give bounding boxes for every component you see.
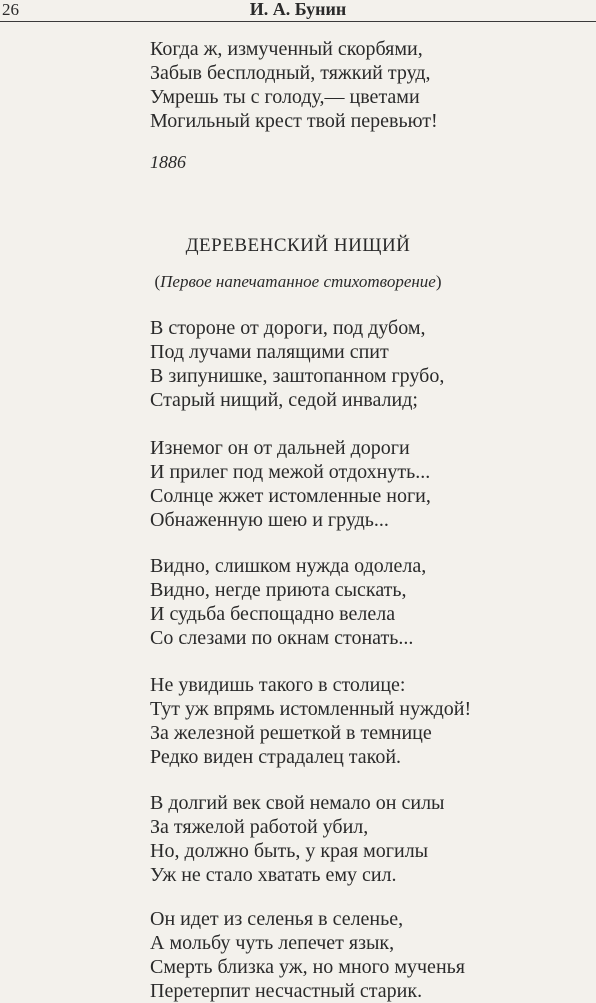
poem-stanza-1 [150,316,444,412]
verse-line: И судьба беспощадно велела [150,603,396,625]
verse-line: Изнемог он от дальней дороги [150,437,410,459]
page-header [0,0,596,22]
verse-line: Забыв бесплодный, тяжкий труд, [150,62,431,84]
verse-line: Он идет из селенья в селенье, [150,908,404,930]
header-rule [0,21,596,22]
verse-line: Когда ж, измученный скорбями, [150,38,423,60]
verse-line: Со слезами по окнам стонать... [150,627,414,649]
verse-line: Редко виден страдалец такой. [150,746,402,768]
verse-line: В долгий век свой немало он силы [150,792,445,814]
verse-line: Не увидишь такого в столице: [150,674,406,696]
poem-stanza-3 [150,554,426,650]
page-number: 26 [2,0,19,19]
poem-stanza-5 [150,791,444,887]
verse-line: Смерть близка уж, но много мученья [150,956,465,978]
poem-stanza-4 [150,673,471,769]
poem-stanza-6 [150,907,465,1003]
verse-line: В стороне от дороги, под дубом, [150,317,426,339]
prev-poem-stanza [150,37,438,133]
verse-line: Уж не стало хватать ему сил. [150,864,397,886]
verse-line: Умрешь ты с голоду,— цветами [150,86,420,108]
subtitle-text: Первое напечатанное стихотворение [160,272,436,291]
verse-line: Видно, негде приюта сыскать, [150,579,407,601]
verse-line: В зипунишке, заштопанном грубо, [150,365,445,387]
subtitle-open-paren: ( [154,272,161,291]
verse-line: Под лучами палящими спит [150,341,389,363]
poem-title: ДЕРЕВЕНСКИЙ НИЩИЙ [185,235,411,256]
verse-line: Тут уж впрямь истомленный нуждой! [150,698,472,720]
poem-subtitle [0,270,596,294]
verse-line: За железной решеткой в темнице [150,722,432,744]
verse-line: И прилег под межой отдохнуть... [150,461,431,483]
subtitle-close-paren: ) [435,272,442,291]
verse-line: За тяжелой работой убил, [150,816,369,838]
verse-line: А мольбу чуть лепечет язык, [150,932,395,954]
running-head: И. А. Бунин [249,0,347,19]
verse-line: Обнаженную шею и грудь... [150,509,389,531]
verse-line: Солнце жжет истомленные ноги, [150,485,431,507]
verse-line: Но, должно быть, у края могилы [150,840,429,862]
poem-date: 1886 [150,152,186,172]
verse-line: Перетерпит несчастный старик. [150,980,423,1002]
poem-stanza-2 [150,436,431,532]
verse-line: Старый нищий, седой инвалид; [150,389,418,411]
verse-line: Видно, слишком нужда одолела, [150,555,427,577]
verse-line: Могильный крест твой перевьют! [150,110,438,132]
